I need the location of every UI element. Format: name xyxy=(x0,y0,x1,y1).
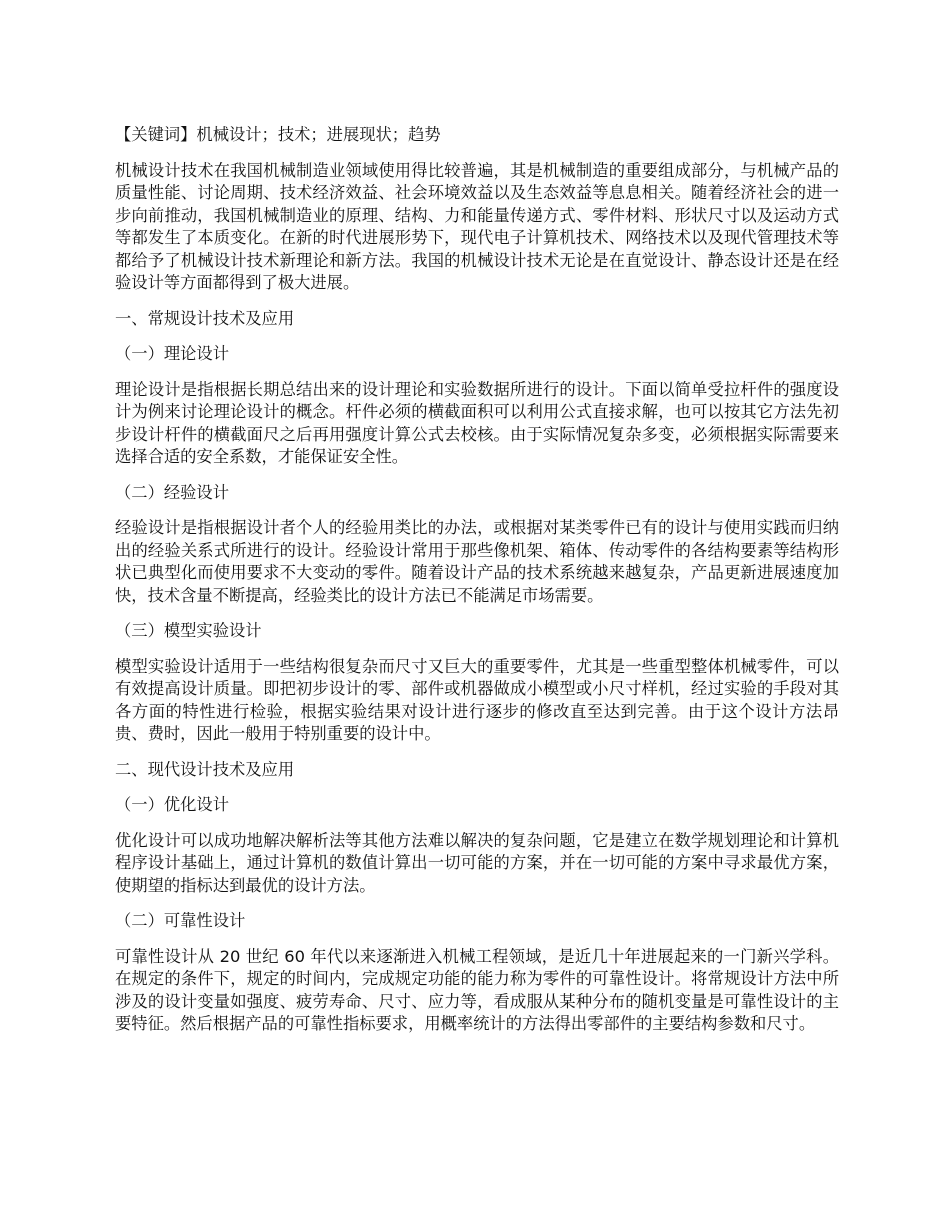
subsection-heading-theoretical-design: （一）理论设计 xyxy=(115,344,229,363)
optimization-design-paragraph: 优化设计可以成功地解决解析法等其他方法难以解决的复杂问题，它是建立在数学规划理论和计算机程序设计基础上，通过计算机的数值计算出一切可能的方案，并在一切可能的方案中寻求最优方案，使期望的指标达到最优的设计方法。 xyxy=(115,830,839,895)
document-body xyxy=(115,124,839,1049)
reliability-design-paragraph: 可靠性设计从 20 世纪 60 年代以来逐渐进入机械工程领域，是近几十年进展起来的一门新兴学科。在规定的条件下，规定的时间内，完成规定功能的能力称为零件的可靠性设计。将常规设计方法中所涉及的设计变量如强度、疲劳寿命、尺寸、应力等，看成服从某种分布的随机变量是可靠性设计的主要特征。然后根据产品的可靠性指标要求，用概率统计的方法得出零部件的主要结构参数和尺寸。 xyxy=(115,946,839,1033)
empirical-design-paragraph: 经验设计是指根据设计者个人的经验用类比的办法，或根据对某类零件已有的设计与使用实践而归纳出的经验关系式所进行的设计。经验设计常用于那些像机架、箱体、传动零件的各结构要素等结构形状已典型化而使用要求不大变动的零件。随着设计产品的技术系统越来越复杂，产品更新进展速度加快，技术含量不断提高，经验类比的设计方法已不能满足市场需要。 xyxy=(115,518,839,605)
keywords-line: 【关键词】机械设计；技术；进展现状；趋势 xyxy=(115,125,441,144)
section-heading-modern-design: 二、现代设计技术及应用 xyxy=(115,759,295,779)
subsection-heading-empirical-design: （二）经验设计 xyxy=(115,482,229,502)
subsection-heading-reliability-design: （二）可靠性设计 xyxy=(115,911,246,930)
subsection-heading-optimization-design: （一）优化设计 xyxy=(115,795,229,814)
model-experiment-design-paragraph: 模型实验设计适用于一些结构很复杂而尺寸又巨大的重要零件，尤其是一些重型整体机械零件，可以有效提高设计质量。即把初步设计的零、部件或机器做成小模型或小尺寸样机，经过实验的手段对其各方面的特性进行检验，根据实验结果对设计进行逐步的修改直至达到完善。由于这个设计方法昂贵、费时，因此一般用于特别重要的设计中。 xyxy=(115,656,839,743)
section-heading-conventional-design: 一、常规设计技术及应用 xyxy=(115,308,295,328)
intro-paragraph: 机械设计技术在我国机械制造业领域使用得比较普遍，其是机械制造的重要组成部分，与机械产品的质量性能、讨论周期、技术经济效益、社会环境效益以及生态效益等息息相关。随着经济社会的进一步向前推动，我国机械制造业的原理、结构、力和能量传递方式、零件材料、形状尺寸以及运动方式等都发生了本质变化。在新的时代进展形势下，现代电子计算机技术、网络技术以及现代管理技术等都给予了机械设计技术新理论和新方法。我国的机械设计技术无论是在直觉设计、静态设计还是在经验设计等方面都得到了极大进展。 xyxy=(115,160,839,292)
theoretical-design-paragraph: 理论设计是指根据长期总结出来的设计理论和实验数据所进行的设计。下面以简单受拉杆件的强度设计为例来讨论理论设计的概念。杆件必须的横截面积可以利用公式直接求解，也可以按其它方法先初步设计杆件的横截面尺之后再用强度计算公式去校核。由于实际情况复杂多变，必须根据实际需要来选择合适的安全系数，才能保证安全性。 xyxy=(115,379,839,466)
subsection-heading-model-experiment-design: （三）模型实验设计 xyxy=(115,621,262,640)
